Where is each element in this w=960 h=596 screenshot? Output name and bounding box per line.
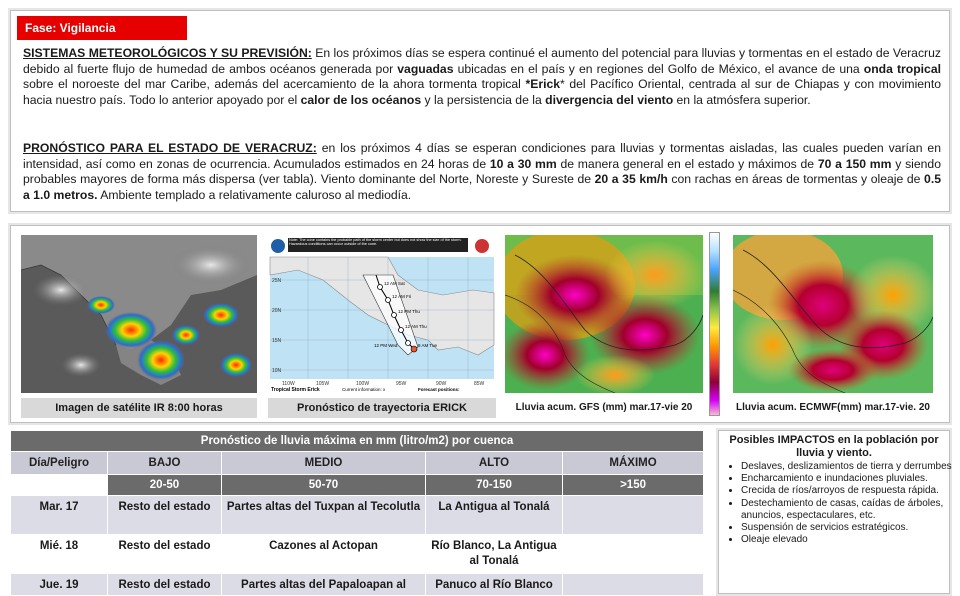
lon-label: 90W xyxy=(436,381,447,387)
track-point-label: 12 AM Fri xyxy=(392,294,412,299)
table-title-row xyxy=(11,431,704,452)
lon-label: 110W xyxy=(282,381,295,387)
lon-label: 95W xyxy=(396,381,407,387)
lat-label: 25N xyxy=(272,278,282,284)
text-span: En los próximos días se espera continué el aumento del potencial para lluvias y tormentas en el estado de Veracruz debido al fuerte flujo de humedad de ambos océanos generada por xyxy=(23,46,941,76)
ecmwf-rain-map[interactable] xyxy=(733,235,933,393)
text-span: de manera general en el estado y máximos de xyxy=(556,156,818,171)
track-storm-label: Tropical Storm Erick xyxy=(271,387,320,393)
range-cell: 70-150 xyxy=(426,475,563,496)
range-cell: >150 xyxy=(563,475,704,496)
systems-heading: SISTEMAS METEOROLÓGICOS Y SU PREVISIÓN: xyxy=(23,46,312,60)
text-span: y siendo probables mayores de forma más dispersa (ver tabla). Viento dominante del Norte, Noreste y Sureste de xyxy=(23,156,941,187)
bajo-cell: Resto del estado xyxy=(108,574,222,596)
table-row xyxy=(11,496,704,535)
bold-term: 0.5 a 1.0 metros. xyxy=(23,172,941,202)
text-span: en la atmósfera superior. xyxy=(673,92,811,107)
alto-cell: Río Blanco, La Antigua al Tonalá xyxy=(426,535,563,574)
day-cell: Jue. 19 xyxy=(11,574,108,596)
range-cell: 20-50 xyxy=(108,475,222,496)
list-item: • Deslaves, deslizamientos de tierra y derrumbes xyxy=(741,461,959,473)
lon-label: 105W xyxy=(316,381,330,387)
satellite-caption: Imagen de satélite IR 8:00 horas xyxy=(21,398,257,418)
text-span: en los próximos 4 días se esperan condiciones para lluvias y tormentas aisladas, las cuales pueden varían en intensidad, así como en zonas de ocurrencia. Acumulados estimados en 24 horas de xyxy=(23,141,941,171)
table-header-row xyxy=(11,452,704,475)
bajo-cell: Resto del estado xyxy=(108,535,222,574)
list-item: • Encharcamiento e inundaciones pluviales. xyxy=(741,473,959,485)
alto-cell: La Antigua al Tonalá xyxy=(426,496,563,535)
track-point-label: 12 PM Wed xyxy=(374,343,398,348)
gfs-caption: Lluvia acum. GFS (mm) mar.17-vie 20 xyxy=(515,402,693,413)
text-span: y la persistencia de la xyxy=(421,92,546,107)
empty-cell xyxy=(11,475,108,496)
day-cell: Mié. 18 xyxy=(11,535,108,574)
track-current-label: Current information: x xyxy=(342,387,386,392)
maximo-cell xyxy=(563,574,704,596)
alto-cell: Panuco al Río Blanco xyxy=(426,574,563,596)
noaa-logo-icon xyxy=(271,239,285,253)
maps-panel xyxy=(10,225,950,423)
medio-cell: Cazones al Actopan xyxy=(222,535,426,574)
forecast-heading: PRONÓSTICO PARA EL ESTADO DE VERACRUZ: xyxy=(23,141,317,155)
satellite-image[interactable] xyxy=(21,235,257,393)
gfs-rain-map[interactable] xyxy=(505,235,703,393)
bold-term: calor de los océanos xyxy=(300,92,422,107)
impacts-title: Posibles IMPACTOS en la población por lluvia y viento. xyxy=(729,434,939,459)
systems-paragraph xyxy=(23,46,941,108)
track-point-label: 12 PM Thu xyxy=(398,309,420,314)
range-row xyxy=(11,475,704,496)
phase-badge: Fase: Vigilancia xyxy=(17,16,187,40)
track-map-image[interactable] xyxy=(268,235,496,393)
bold-term: 10 a 30 mm xyxy=(489,156,557,171)
lat-label: 10N xyxy=(272,368,282,374)
text-span: con rachas en áreas de tormentas y oleaje de xyxy=(667,172,925,187)
bold-term: 70 a 150 mm xyxy=(817,156,892,171)
lat-label: 20N xyxy=(272,308,282,314)
range-cell: 50-70 xyxy=(222,475,426,496)
day-cell: Mar. 17 xyxy=(11,496,108,535)
bold-term: 20 a 35 km/h xyxy=(594,172,668,187)
lon-label: 100W xyxy=(356,381,370,387)
track-note: Note: The cone contains the probable path of the storm center but does not show the size of the storm. Hazardous conditions can occur outside of the cone. xyxy=(289,238,462,247)
ecmwf-caption: Lluvia acum. ECMWF(mm) mar.17-vie. 20 xyxy=(736,402,930,413)
list-item: • Destechamiento de casas, caídas de árboles, anuncios, espectaculares, etc. xyxy=(741,498,959,522)
track-point-label: 12 AM Thu xyxy=(405,324,427,329)
maximo-cell xyxy=(563,535,704,574)
text-span: * del Pacífico Oriental, centrada al sur de Chiapas y con movimiento hacia nuestro país. Todo lo anterior apoyado por el xyxy=(23,77,941,107)
table-row xyxy=(11,535,704,574)
impacts-list xyxy=(727,461,959,546)
bold-term: onda tropical xyxy=(863,61,941,76)
bulletin-text-panel xyxy=(10,10,950,212)
bold-term: divergencia del viento xyxy=(545,92,674,107)
table-row xyxy=(11,574,704,596)
text-span: Ambiente templado a relativamente caluroso al mediodía. xyxy=(97,187,412,202)
bold-term: *Erick xyxy=(525,77,561,92)
list-item: • Suspensión de servicios estratégicos. xyxy=(741,522,959,534)
column-header: ALTO xyxy=(426,452,563,475)
track-forecast-label: Forecast positions: xyxy=(418,387,460,392)
table-title: Pronóstico de lluvia máxima en mm (litro/m2) por cuenca xyxy=(11,431,704,452)
medio-cell: Partes altas del Papaloapan al xyxy=(222,574,426,596)
nws-logo-icon xyxy=(475,239,489,253)
rain-scale-legend xyxy=(709,232,720,416)
column-header: MEDIO xyxy=(222,452,426,475)
track-caption: Pronóstico de trayectoria ERICK xyxy=(268,398,496,418)
maximo-cell xyxy=(563,496,704,535)
text-span: ubicadas en el país y en regiones del Golfo de México, el avance de una xyxy=(453,61,864,76)
track-point-label: 8 AM Tue xyxy=(418,343,438,348)
lat-label: 15N xyxy=(272,338,282,344)
forecast-paragraph xyxy=(23,141,941,203)
medio-cell: Partes altas del Tuxpan al Tecolutla xyxy=(222,496,426,535)
impacts-panel xyxy=(718,430,950,594)
rain-forecast-table xyxy=(10,430,704,596)
list-item: • Crecida de ríos/arroyos de respuesta rápida. xyxy=(741,485,959,497)
column-header: BAJO xyxy=(108,452,222,475)
bajo-cell: Resto del estado xyxy=(108,496,222,535)
list-item: • Oleaje elevado xyxy=(741,534,959,546)
column-header: Día/Peligro xyxy=(11,452,108,475)
text-span: sobre el noroeste del mar Caribe, además del acercamiento de la ahora tormenta tropical xyxy=(23,77,526,92)
bold-term: vaguadas xyxy=(397,61,454,76)
column-header: MÁXIMO xyxy=(563,452,704,475)
lon-label: 85W xyxy=(474,381,485,387)
track-point-label: 12 AM Sat xyxy=(384,281,405,286)
